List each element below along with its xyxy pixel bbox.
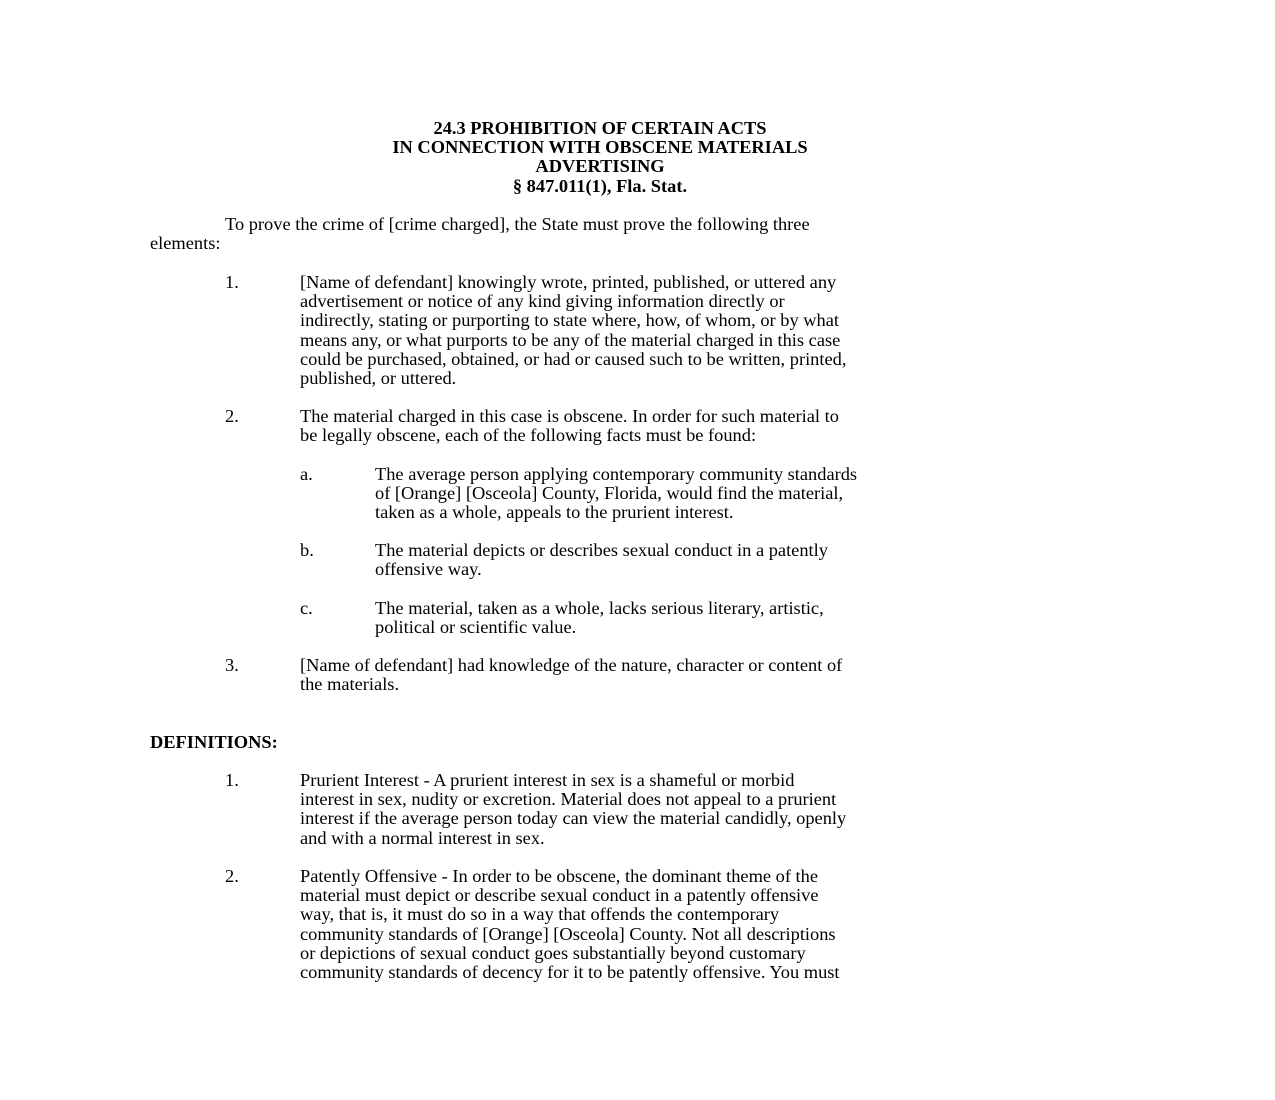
element-text [300, 273, 1055, 388]
intro-line-1: To prove the crime of [crime charged], the State must prove the following three [225, 214, 810, 234]
element-line: The material charged in this case is obscene. In order for such material to [300, 406, 839, 426]
subitem-line: The material, taken as a whole, lacks serious literary, artistic, [375, 598, 824, 618]
document-title [300, 119, 900, 196]
element-line: could be purchased, obtained, or had or caused such to be written, printed, [300, 348, 847, 369]
element-number: 1. [225, 272, 239, 292]
element-line: advertisement or notice of any kind giving information directly or [300, 291, 785, 312]
element-line: [Name of defendant] knowingly wrote, printed, published, or uttered any [300, 272, 837, 292]
definition-line: community standards of [Orange] [Osceola] County. Not all descriptions [300, 923, 836, 944]
definition-text [300, 771, 1055, 848]
title-line-1: 24.3 PROHIBITION OF CERTAIN ACTS [433, 118, 767, 138]
definition-line: and with a normal interest in sex. [300, 827, 545, 848]
definition-line: or depictions of sexual conduct goes substantially beyond customary [300, 942, 806, 963]
element-number: 2. [225, 406, 239, 426]
element-text [300, 407, 1055, 445]
definition-line: material must depict or describe sexual conduct in a patently offensive [300, 885, 819, 906]
definition-line: interest if the average person today can view the material candidly, openly [300, 808, 847, 829]
element-line: indirectly, stating or purporting to state where, how, of whom, or by what [300, 310, 840, 331]
subitem-letter: b. [300, 540, 314, 560]
subitem-text [375, 541, 1055, 579]
element-line: [Name of defendant] had knowledge of the nature, character or content of [300, 655, 843, 675]
subitem-line: offensive way. [375, 559, 482, 580]
definition-number: 2. [225, 866, 239, 886]
subitem-letter: c. [300, 598, 313, 618]
title-line-2: IN CONNECTION WITH OBSCENE MATERIALS [392, 137, 808, 158]
definition-line: community standards of decency for it to be patently offensive. You must [300, 961, 840, 982]
definition-line: way, that is, it must do so in a way that offends the contemporary [300, 904, 780, 925]
element-line: means any, or what purports to be any of the material charged in this case [300, 329, 841, 350]
subitem-line: of [Orange] [Osceola] County, Florida, would find the material, [375, 483, 844, 504]
definition-line: Prurient Interest - A prurient interest in sex is a shameful or morbid [300, 770, 795, 790]
subitem-line: The material depicts or describes sexual conduct in a patently [375, 540, 828, 560]
element-number: 3. [225, 655, 239, 675]
definitions-heading: DEFINITIONS: [150, 732, 278, 752]
element-line: be legally obscene, each of the following facts must be found: [300, 425, 757, 446]
subitem-text [375, 465, 1055, 523]
subitem-text [375, 599, 1055, 637]
title-line-3: ADVERTISING [535, 156, 665, 177]
subitem-line: political or scientific value. [375, 617, 577, 638]
definition-line: interest in sex, nudity or excretion. Material does not appeal to a prurient [300, 789, 837, 810]
title-line-4: § 847.011(1), Fla. Stat. [512, 175, 688, 196]
subitem-line: taken as a whole, appeals to the prurient interest. [375, 502, 734, 523]
subitem-letter: a. [300, 464, 313, 484]
intro-paragraph [150, 215, 1050, 253]
definition-number: 1. [225, 770, 239, 790]
definition-text [300, 867, 1055, 982]
definition-line: Patently Offensive - In order to be obscene, the dominant theme of the [300, 866, 819, 886]
element-line: the materials. [300, 674, 400, 695]
subitem-line: The average person applying contemporary community standards [375, 464, 858, 484]
element-text [300, 656, 1055, 694]
intro-line-2: elements: [150, 233, 221, 254]
element-line: published, or uttered. [300, 367, 457, 388]
